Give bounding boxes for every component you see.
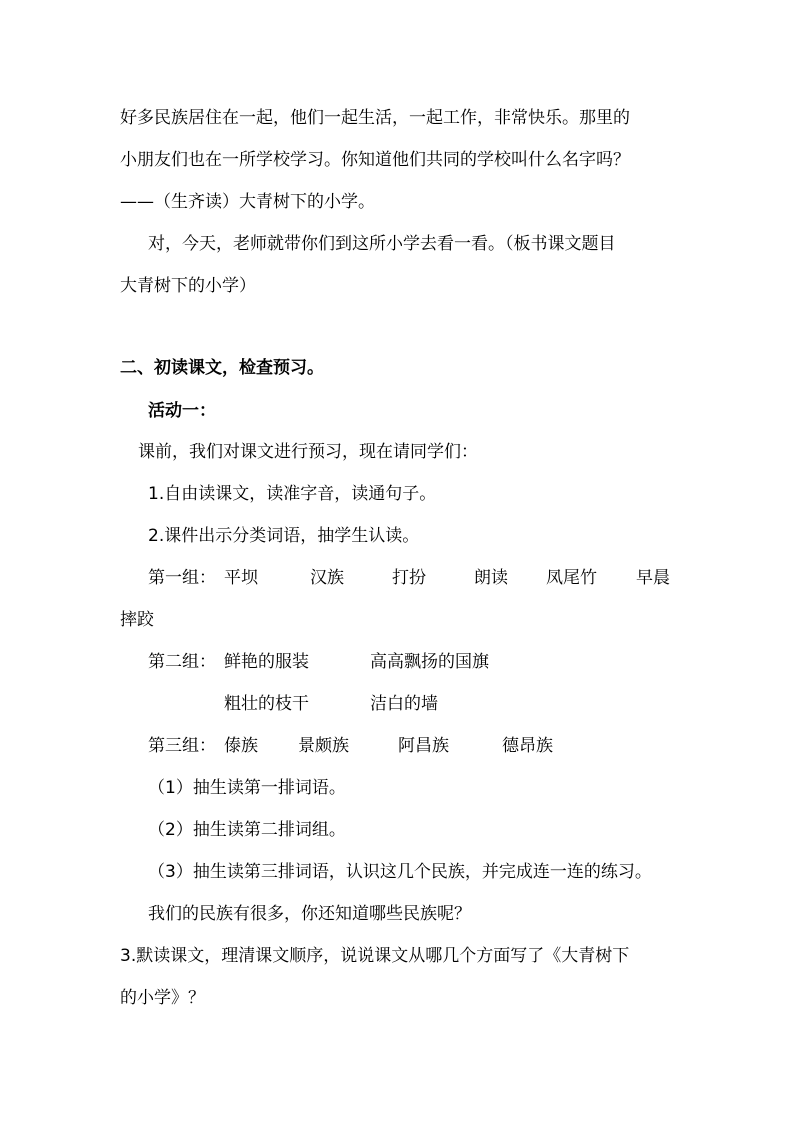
intro-line-3: ——（生齐读）大青树下的小学。	[120, 192, 375, 212]
intro-line-2: 小朋友们也在一所学校学习。你知道他们共同的学校叫什么名字吗？	[120, 150, 630, 170]
step-1: 1.自由读课文，读准字音，读通句子。	[148, 484, 437, 504]
group-1-word: 汉族	[310, 568, 344, 588]
step-3-line-2: 的小学》？	[120, 988, 205, 1008]
group-2-label: 第二组：	[148, 652, 216, 672]
intro-line-5: 大青树下的小学）	[120, 276, 256, 296]
group-3-word: 德昂族	[502, 736, 553, 756]
group-1-wrap-word: 摔跤	[120, 610, 154, 630]
sub-step-1: （1）抽生读第一排词语。	[148, 778, 346, 798]
intro-line-1: 好多民族居住在一起，他们一起生活，一起工作，非常快乐。那里的	[120, 108, 630, 128]
activity-label: 活动一：	[148, 401, 216, 421]
group-1-word: 早晨	[636, 568, 670, 588]
sub-step-3: （3）抽生读第三排词语，认识这几个民族，并完成连一连的练习。	[148, 862, 652, 882]
group-3-label: 第三组：	[148, 736, 216, 756]
group-3-word: 阿昌族	[398, 736, 449, 756]
group-2-phrase: 鲜艳的服装	[224, 652, 309, 672]
group-1-word: 打扮	[392, 568, 426, 588]
group-2-phrase: 洁白的墙	[370, 694, 438, 714]
preface-text: 课前，我们对课文进行预习，现在请同学们：	[138, 442, 478, 462]
sub-step-2: （2）抽生读第二排词组。	[148, 820, 346, 840]
group-1-word: 朗读	[474, 568, 508, 588]
step-3-line-1: 3.默读课文，理清课文顺序，说说课文从哪几个方面写了《大青树下	[120, 946, 630, 966]
group-3-word: 傣族	[224, 736, 258, 756]
group-1-label: 第一组：	[148, 568, 216, 588]
group-1-word: 凤尾竹	[546, 568, 597, 588]
step-2: 2.课件出示分类词语，抽学生认读。	[148, 526, 420, 546]
intro-line-4: 对，今天，老师就带你们到这所小学去看一看。（板书课文题目	[148, 234, 616, 254]
group-2-phrase: 高高飘扬的国旗	[370, 652, 489, 672]
group-2-phrase: 粗壮的枝干	[224, 694, 309, 714]
question-text: 我们的民族有很多，你还知道哪些民族呢？	[148, 904, 471, 924]
section-heading: 二、初读课文，检查预习。	[120, 358, 324, 378]
group-1-word: 平坝	[224, 568, 258, 588]
group-3-word: 景颇族	[298, 736, 349, 756]
